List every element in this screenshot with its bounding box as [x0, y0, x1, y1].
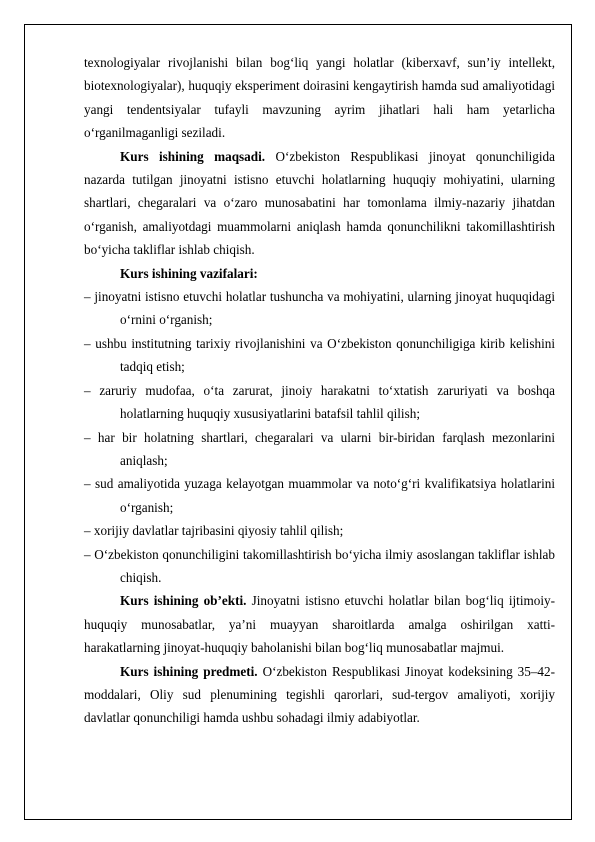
task-item: – xorijiy davlatlar tajribasini qiyosiy tahlil qilish;: [84, 523, 344, 539]
intro-paragraph: texnologiyalar rivojlanishi bilan bog‘liq yangi holatlar (kiberxavf, sun’iy intellekt, biotexnologiyalar), huquqiy eksperiment doirasini kengaytirish hamda sud amaliyotidagi yangi tendentsiyalar tufayli mavzuning ayrim jihatlari hali ham yetarlicha o‘rganilmaganligi seziladi.: [84, 55, 555, 141]
object-heading: Kurs ishining ob’ekti.: [120, 593, 247, 609]
object-text: Jinoyatni istisno etuvchi holatlar bilan bog‘liq ijtimoiy-huquqiy munosabatlar, ya’ni muayyan sharoitlarda amalga oshirilgan xatti-harakatlarning jinoyat-huquqiy baholanishi bilan bog‘liq munosabatlar majmui.: [84, 593, 555, 656]
task-item: – jinoyatni istisno etuvchi holatlar tushuncha va mohiyatini, ularning jinoyat huquqidagi o‘rnini o‘rganish;: [84, 289, 555, 328]
task-item: – O‘zbekiston qonunchiligini takomillashtirish bo‘yicha ilmiy asoslangan takliflar ishlab chiqish.: [84, 546, 555, 585]
task-item: – zaruriy mudofaa, o‘ta zarurat, jinoiy harakatni to‘xtatish zaruriyati va boshqa holatlarning huquqiy xususiyatlarini batafsil tahlil qilish;: [84, 382, 555, 422]
goal-paragraph: [84, 145, 555, 262]
goal-heading: Kurs ishining maqsadi.: [120, 148, 266, 164]
task-item: – ushbu institutning tarixiy rivojlanishini va O‘zbekiston qonunchiligiga kirib kelishini tadqiq etish;: [84, 335, 555, 375]
task-item: – har bir holatning shartlari, chegaralari va ularni bir-biridan farqlash mezonlarini aniqlash;: [84, 429, 555, 468]
goal-text: O‘zbekiston Respublikasi jinoyat qonunchiligida nazarda tutilgan jinoyatni istisno etuvchi holatlarning huquqiy mohiyatini, ularning shartlari, chegaralari va o‘zaro munosabatini har tomonlama ilmiy-nazariy jihatdan o‘rganish, amaliyotdagi muammolarni aniqlash hamda qonunchilikni takomillashtirish bo‘yicha takliflar ishlab chiqish.: [84, 148, 555, 258]
object-paragraph: [84, 589, 555, 659]
subject-text: O‘zbekiston Respublikasi Jinoyat kodeksining 35–42-moddalari, Oliy sud plenumining tegishli qarorlari, sud-tergov amaliyoti, xorijiy davlatlar qonunchiligi hamda ushbu sohadagi ilmiy adabiyotlar.: [84, 663, 556, 726]
subject-heading: Kurs ishining predmeti.: [120, 663, 258, 679]
task-item: – sud amaliyotida yuzaga kelayotgan muammolar va noto‘g‘ri kvalifikatsiya holatlarini o‘rganish;: [84, 476, 555, 515]
tasks-heading: Kurs ishining vazifalari:: [120, 265, 258, 281]
document-body: [84, 51, 555, 730]
subject-paragraph: [84, 660, 555, 730]
